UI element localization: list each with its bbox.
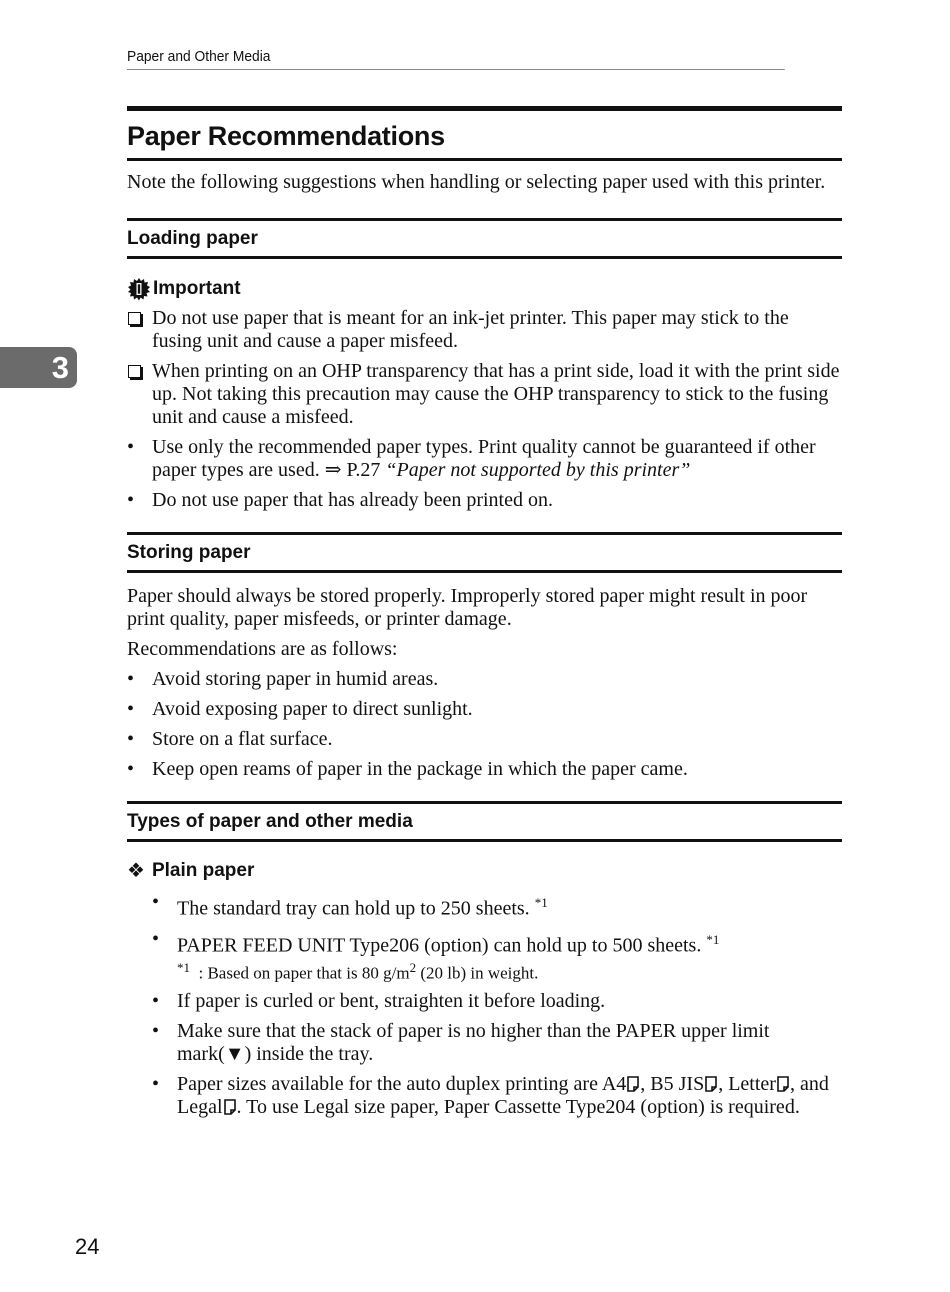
important-label: Important [153,278,241,299]
list-item-text: Avoid storing paper in humid areas. [152,668,439,690]
list-item-text: , and Legal [177,1072,829,1118]
important-icon [127,277,151,301]
list-item-text: Do not use paper that is meant for an ink-jet printer. This paper may stick to the fusing unit and cause a paper misfeed. [152,307,789,352]
list-item-text: Store on a flat surface. [152,728,333,750]
list-item [127,758,842,781]
page-number: 24 [75,1234,100,1259]
list-item-text: Make sure that the stack of paper is no higher than the PAPER upper limit mark( [177,1019,770,1065]
storing-intro: Recommendations are as follows: [127,638,398,660]
diamond-bullet-icon: ❖ [127,860,145,882]
list-item-text: Avoid exposing paper to direct sunlight. [152,698,473,720]
list-item [127,360,842,429]
footnote-text-end: (20 lb) in weight. [416,963,539,983]
intro-text: Note the following suggestions when handling or selecting paper used with this printer. [127,171,826,193]
chapter-tab: 3 [0,347,77,388]
bullet-icon: • [127,728,135,750]
list-item-text: The standard tray can hold up to 250 sheets. [177,897,530,920]
footnote-text: : Based on paper that is 80 g/m [198,963,410,983]
list-item [127,436,842,482]
storing-paragraph: Paper should always be stored properly. Improperly stored paper might result in poor print quality, paper misfeeds, or printer damage. [127,585,808,630]
list-item-text-end: ) inside the tray. [244,1042,374,1065]
footnote-ref: *1 [706,931,720,947]
page-content [127,106,842,1126]
bullet-icon: • [127,758,135,780]
section-heading-types: Types of paper and other media [127,801,842,842]
page-title: Paper Recommendations [127,121,445,151]
list-item [127,728,842,751]
portrait-paper-icon [705,1076,717,1092]
checkbox-icon [127,360,147,384]
bullet-icon: • [127,698,135,720]
list-item-text: PAPER FEED UNIT Type206 (option) can hold up to 500 sheets. [177,934,702,957]
portrait-paper-icon [224,1099,236,1115]
plain-paper-list [152,891,842,957]
list-item [152,891,842,921]
list-item [127,307,842,353]
list-item-text: If paper is curled or bent, straighten it before loading. [177,989,606,1012]
list-item [152,928,842,958]
upper-limit-mark-icon: ▼ [224,1042,245,1065]
list-item-text: Paper sizes available for the auto duplex printing are A4 [177,1072,627,1095]
list-item-text: . To use Legal size paper, Paper Cassette Type204 (option) is required. [236,1095,800,1118]
loading-list [127,307,842,512]
plain-paper-heading [127,858,842,883]
bullet-icon: • [152,989,160,1012]
title-block [127,106,842,161]
portrait-paper-icon [627,1076,639,1092]
bullet-icon: • [152,891,160,913]
plain-paper-label: Plain paper [151,859,255,881]
list-item-text: , Letter [718,1072,776,1095]
list-item [127,668,842,691]
bullet-icon: • [127,489,135,511]
bullet-icon: • [152,1072,160,1095]
list-item [127,489,842,512]
section-heading-loading: Loading paper [127,218,842,259]
list-item [152,1020,842,1066]
bullet-icon: • [152,1019,160,1042]
portrait-paper-icon [777,1076,789,1092]
plain-paper-list-continued [152,990,842,1119]
footnote-ref: *1 [534,895,548,910]
footnote-superscript: 2 [409,960,417,976]
running-head: Paper and Other Media [127,48,785,70]
list-item-text: Do not use paper that has already been printed on. [152,489,553,511]
important-note [127,277,842,301]
storing-list [127,668,842,781]
list-item-text: Use only the recommended paper types. Print quality cannot be guaranteed if other paper types are used. ⇒ P.27 [152,436,816,481]
list-item [152,1073,842,1119]
footnote-mark: *1 [177,960,190,976]
list-item [127,698,842,721]
cross-reference-link[interactable]: “Paper not supported by this printer” [385,459,691,481]
bullet-icon: • [127,436,135,458]
list-item-text: When printing on an OHP transparency that has a print side, load it with the print side up. Not taking this precaution may cause the OHP transparency to stick to the fusing unit and cause a misfeed. [152,360,840,428]
checkbox-icon [127,307,147,331]
footnote [177,958,842,984]
bullet-icon: • [152,927,160,950]
list-item-text: Keep open reams of paper in the package in which the paper came. [152,758,688,780]
section-heading-storing: Storing paper [127,532,842,573]
bullet-icon: • [127,668,135,690]
list-item-text: , B5 JIS [640,1072,705,1095]
list-item [152,990,842,1013]
